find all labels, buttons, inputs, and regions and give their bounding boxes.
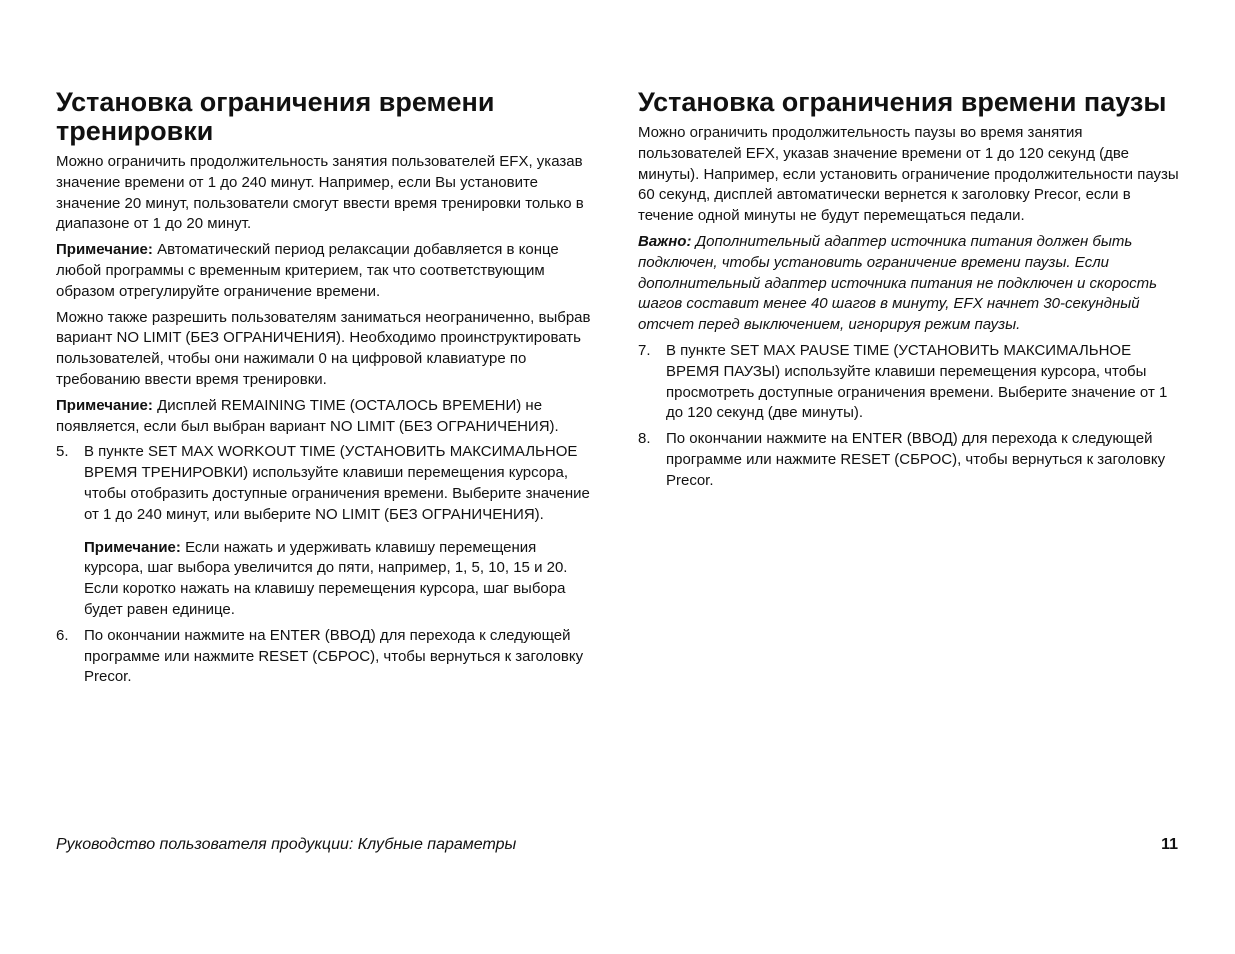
remaining-time-note	[56, 396, 596, 438]
important-text: Дополнительный адаптер источника питания должен быть подключен, чтобы установить ограничение времени паузы. Если дополнительный адаптер источника питания не подключен и скорость шагов составит менее 40 шагов в минуту, EFX начнет 30-секундный отсчет перед выключением, игнорируя режим паузы.	[638, 232, 1158, 334]
note-label: Примечание:	[56, 396, 153, 414]
note-label: Примечание:	[84, 538, 181, 556]
important-label: Важно:	[638, 232, 692, 250]
page-number: 11	[1161, 836, 1178, 853]
step-text: В пункте SET MAX WORKOUT TIME (УСТАНОВИТЬ МАКСИМАЛЬНОЕ ВРЕМЯ ТРЕНИРОВКИ) используйте клавиши перемещения курсора, чтобы отобразить доступные ограничения времени. Выберите значение от 1 до 240 минут, или выберите NO LIMIT (БЕЗ ОГРАНИЧЕНИЯ).	[84, 443, 590, 523]
step-8	[638, 429, 1180, 491]
step-text: По окончании нажмите на ENTER (ВВОД) для перехода к следующей программе или нажмите RESET (СБРОС), чтобы вернуться к заголовку Precor.	[84, 626, 584, 686]
note-text: Если нажать и удерживать клавишу перемещения курсора, шаг выбора увеличится до пяти, например, 1, 5, 10, 15 и 20. Если коротко нажать на клавишу перемещения курсора, шаг выбора будет равен единице.	[84, 538, 568, 618]
step-6	[56, 626, 596, 688]
workout-steps-list	[56, 442, 596, 688]
step-number: 5.	[56, 443, 69, 461]
pause-time-limit-heading: Установка ограничения времени паузы	[638, 87, 1167, 117]
step-number: 8.	[638, 430, 651, 448]
cursor-step-note	[84, 538, 596, 621]
workout-time-limit-heading: Установка ограничения времени тренировки	[56, 87, 495, 146]
pause-intro-paragraph: Можно ограничить продолжительность паузы во время занятия пользователей EFX, указав значение времени от 1 до 120 секунд (две минуты). Например, если установить ограничение продолжительности паузы 60 секунд, дисплей автоматически вернется к заголовку Precor, если в течение одной минуты не будут перемещаться педали.	[638, 124, 1179, 225]
pause-steps-list	[638, 341, 1180, 492]
step-number: 6.	[56, 626, 69, 644]
note-label: Примечание:	[56, 241, 153, 259]
note-text: Автоматический период релаксации добавляется в конце любой программы с временным критерием, так что соответствующим образом отрегулируйте ограничение времени.	[56, 241, 559, 300]
no-limit-paragraph: Можно также разрешить пользователям заниматься неограниченно, выбрав вариант NO LIMIT (БЕЗ ОГРАНИЧЕНИЯ). Необходимо проинструктировать пользователей, чтобы они нажимали 0 на цифровой клавиатуре по требованию ввести время тренировки.	[56, 308, 591, 388]
note-text: Дисплей REMAINING TIME (ОСТАЛОСЬ ВРЕМЕНИ) не появляется, если был выбран вариант NO LIMIT (БЕЗ ОГРАНИЧЕНИЯ).	[56, 396, 559, 435]
important-note	[638, 232, 1180, 336]
step-text: В пункте SET MAX PAUSE TIME (УСТАНОВИТЬ МАКСИМАЛЬНОЕ ВРЕМЯ ПАУЗЫ) используйте клавиши перемещения курсора, чтобы просмотреть доступные ограничения времени. Выберите значение от 1 до 120 секунд (две минуты).	[666, 341, 1168, 422]
right-column	[638, 88, 1180, 497]
step-5	[56, 442, 596, 620]
step-number: 7.	[638, 341, 651, 359]
footer-title: Руководство пользователя продукции: Клубные параметры	[56, 836, 517, 853]
relaxation-note	[56, 240, 596, 302]
workout-intro-paragraph: Можно ограничить продолжительность занятия пользователей EFX, указав значение времени от 1 до 240 минут. Например, если Вы установите значение 20 минут, пользователи смогут ввести время тренировки только в диапазоне от 1 до 20 минут.	[56, 153, 584, 233]
step-7	[638, 341, 1180, 424]
left-column	[56, 88, 596, 693]
step-text: По окончании нажмите на ENTER (ВВОД) для перехода к следующей программе или нажмите RESET (СБРОС), чтобы вернуться к заголовку Precor.	[666, 430, 1166, 489]
